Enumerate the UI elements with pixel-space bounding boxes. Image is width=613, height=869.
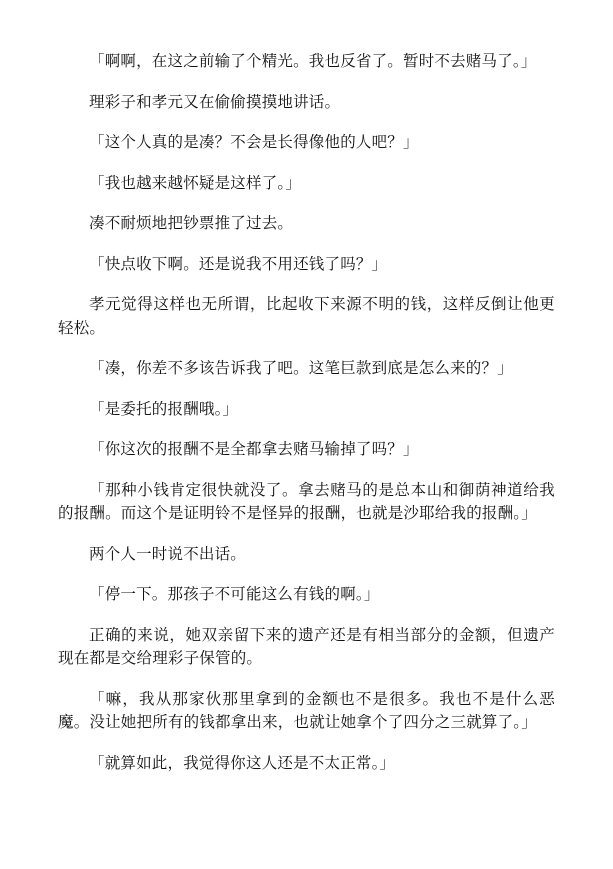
paragraph: 「快点收下啊。还是说我不用还钱了吗？」 [89,254,388,273]
paragraph: 孝元觉得这样也无所谓，比起收下来源不明的钱，这样反倒让他更轻松。 [58,295,555,337]
paragraph: 「就算如此，我觉得你这人还是不太正常。」 [89,753,396,772]
paragraph: 「这个人真的是凑？不会是长得像他的人吧？」 [89,133,419,151]
paragraph: 「嘛，我从那家伙那里拿到的金额也不是很多。我也不是什么恶魔。没让她把所有的钱都拿出来，也就让她拿个了四分之三就算了。」 [58,689,555,731]
paragraph: 「你这次的报酬不是全都拿去赌马输掉了吗？」 [89,440,419,458]
paragraph: 正确的来说，她双亲留下来的遗产还是有相当部分的金额，但遗产现在都是交给理彩子保管的。 [58,625,555,667]
paragraph: 「停一下。那孩子不可能这么有钱的啊。」 [89,585,380,603]
paragraph: 「我也越来越怀疑是这样了。」 [89,173,302,192]
paragraph: 「啊啊，在这之前输了个精光。我也反省了。暂时不去赌马了。」 [89,52,537,70]
paragraph: 「凑，你差不多该告诉我了吧。这笔巨款到底是怎么来的？」 [89,359,513,377]
paragraph: 凑不耐烦地把钞票推了过去。 [89,214,294,232]
paragraph: 理彩子和孝元又在偷偷摸摸地讲话。 [89,92,341,111]
paragraph: 「是委托的报酬哦。」 [89,399,239,418]
paragraph: 「那种小钱肯定很快就没了。拿去赌马的是总本山和御荫神道给我的报酬。而这个是证明铃不是怪异的报酬，也就是沙耶给我的报酬。」 [58,480,555,522]
document-page [58,50,555,792]
paragraph: 两个人一时说不出话。 [89,544,247,563]
